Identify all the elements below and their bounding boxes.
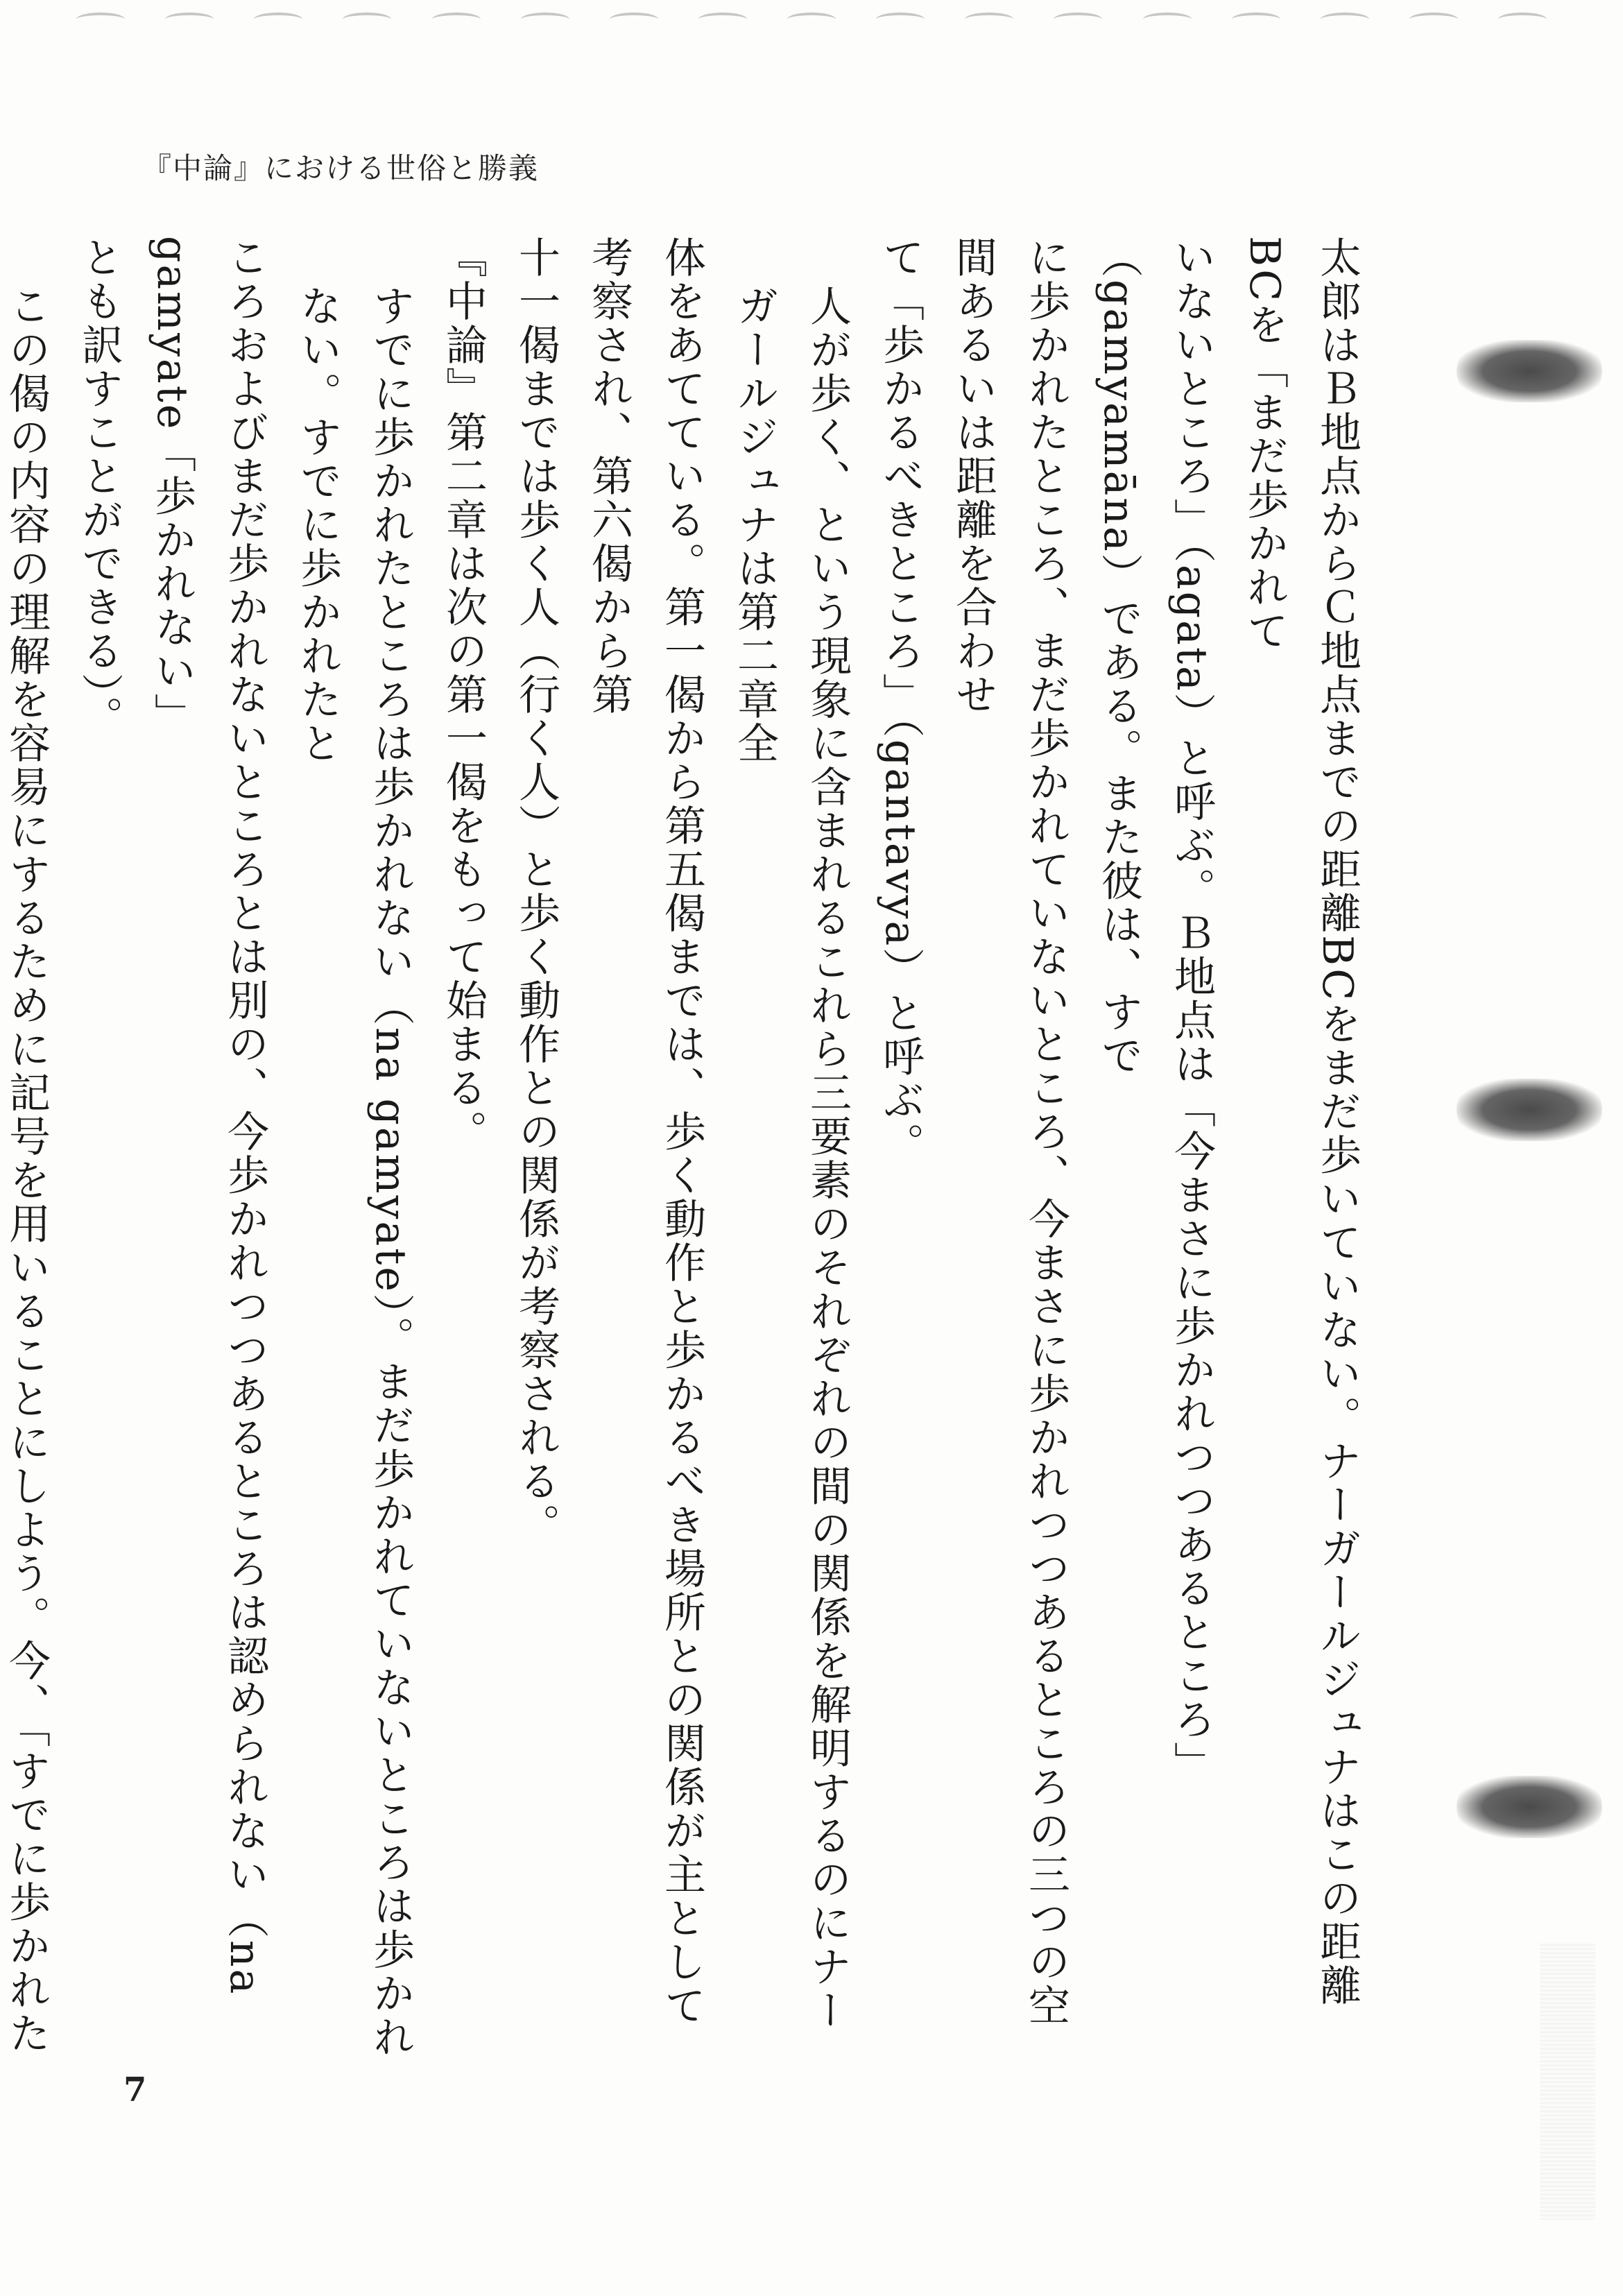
body-line: に歩かれたところ、まだ歩かれていないところ、今まさに歩かれつつあるところの三つの空間あるいは距離を合わせ [949,236,1070,2028]
body-line: 『中論』第二章は次の第一偈をもって始まる。 [439,236,488,1154]
binding-marks [76,12,1547,40]
binding-mark [432,12,481,26]
binding-mark [521,12,569,26]
binding-mark [165,12,214,26]
binding-mark [787,12,836,26]
binding-mark [1054,12,1102,26]
binding-mark [876,12,925,26]
binding-mark [1143,12,1192,26]
binding-mark [1498,12,1547,26]
page-number: 7 [123,2071,147,2109]
binding-mark [1232,12,1280,26]
running-header: 『中論』における世俗と勝義 [142,151,540,185]
body-line: この偈の内容の理解を容易にするために記号を用いることにしよう。今、「すでに歩かれた [2,284,51,2055]
binding-mark [965,12,1013,26]
body-line: 太郎はＢ地点からＣ地点までの距離BCをまだ歩いていない。ナーガールジュナはこの距離BCを「まだ歩かれて [1240,236,1362,2008]
binding-mark [1409,12,1458,26]
body-line: て「歩かるべきところ」（gantavya）と呼ぶ。 [876,236,925,1167]
binding-mark [610,12,658,26]
punch-hole [1457,1079,1602,1141]
binding-mark [698,12,747,26]
quoted-verse-line: すでに歩かれたところは歩かれない（na gamyate）。まだ歩かれていないところは歩かれない。すでに歩かれたと [293,284,415,2059]
binding-mark [1321,12,1369,26]
quoted-verse-line: とも訳すことができる）。 [75,236,123,739]
body-line: 人が歩く、という現象に含まれるこれら三要素のそれぞれの間の関係を解明するのにナーガールジュナは第二章全 [730,284,852,2032]
punch-hole [1457,340,1602,402]
quoted-verse-line: ころおよびまだ歩かれないところとは別の、今歩かれつつあるところは認められない（na gamyate「歩かれない」 [148,236,269,2012]
body-line: 体をあてている。第一偈から第五偈までは、歩く動作と歩かるべき場所との関係が主として考察され、第六偈から第 [585,236,706,2028]
body-line: 十一偈までは歩く人（行く人）と歩く動作との関係が考察される。 [512,236,560,1547]
binding-mark [343,12,391,26]
punch-hole [1457,1776,1602,1838]
binding-mark [254,12,302,26]
scan-edge-noise [1540,1942,1595,2220]
body-line: いないところ」（agata）と呼ぶ。Ｂ地点は「今まさに歩かれつつあるところ」（gamyamāna）である。また彼は、すで [1094,236,1216,1785]
vertical-text-body [0,236,1373,2067]
binding-mark [76,12,125,26]
